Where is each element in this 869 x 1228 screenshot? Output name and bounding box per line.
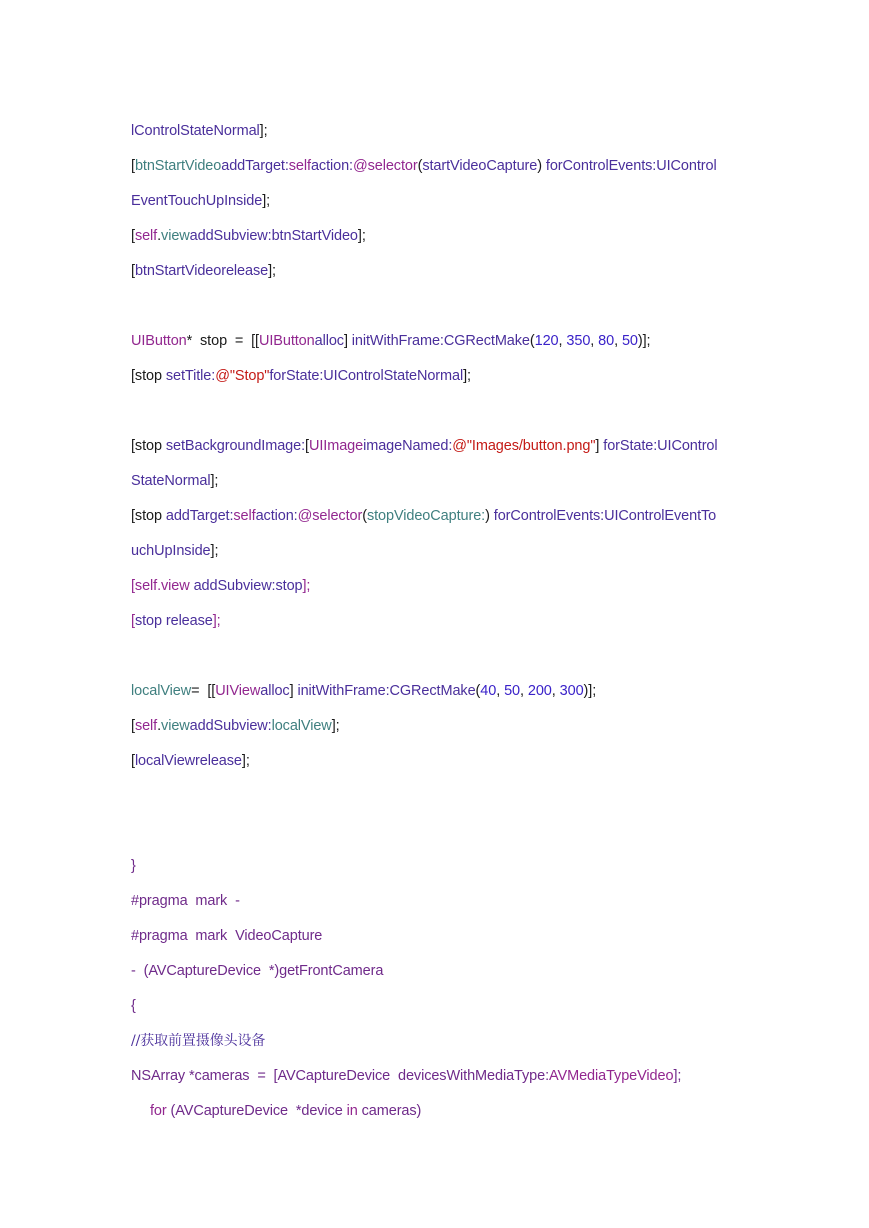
code-token: view xyxy=(161,718,190,734)
code-token: ]; xyxy=(210,543,219,559)
code-line xyxy=(131,610,751,645)
code-token: ]; xyxy=(210,473,219,489)
code-token: @"Stop" xyxy=(215,368,270,384)
blank-line xyxy=(131,645,751,680)
code-line xyxy=(131,435,751,470)
code-token: ]; xyxy=(241,753,250,769)
code-token: localViewrelease xyxy=(134,753,242,769)
code-token: 40 xyxy=(480,683,497,699)
code-token: 50 xyxy=(621,333,638,349)
code-token: )]; xyxy=(583,683,597,699)
code-token: self xyxy=(134,228,158,244)
code-token: (AVCaptureDevice *device xyxy=(166,1103,347,1119)
code-line xyxy=(131,505,751,540)
code-token: , xyxy=(614,333,622,349)
code-line xyxy=(131,470,751,505)
blank-line xyxy=(131,820,751,855)
code-token: forControlEvents:UIControlEventTo xyxy=(493,508,717,524)
code-token: ]; xyxy=(212,613,221,629)
code-token: 120 xyxy=(534,333,559,349)
code-token: initWithFrame:CGRectMake xyxy=(351,333,530,349)
code-token: StateNormal xyxy=(131,473,211,489)
code-token: localView xyxy=(131,683,192,699)
code-token: stopVideoCapture: xyxy=(366,508,486,524)
code-token: stop release xyxy=(134,613,213,629)
code-token: ]; xyxy=(302,578,311,594)
blank-line xyxy=(131,785,751,820)
code-token: addSubview: xyxy=(189,718,272,734)
code-token: [ xyxy=(131,263,135,279)
code-token: [ xyxy=(131,228,135,244)
code-token: @selector xyxy=(352,158,418,174)
code-token: , xyxy=(520,683,528,699)
code-token: , xyxy=(558,333,567,349)
code-token: ]; xyxy=(262,193,271,209)
code-listing xyxy=(131,120,751,1135)
code-line xyxy=(131,680,751,715)
code-token: } xyxy=(131,858,136,874)
code-line xyxy=(131,715,751,750)
code-token: , xyxy=(496,683,505,699)
code-token: ( xyxy=(417,158,423,174)
code-token: initWithFrame:CGRectMake xyxy=(297,683,476,699)
code-token: [stop xyxy=(131,438,166,454)
code-token: ]; xyxy=(259,123,268,139)
code-token: startVideoCapture xyxy=(422,158,538,174)
code-token: btnStartVideorelease xyxy=(134,263,269,279)
code-token: UIButton xyxy=(131,333,187,349)
code-token: 300 xyxy=(559,683,584,699)
code-token: ] xyxy=(289,683,298,699)
code-token: , xyxy=(590,333,599,349)
code-token: forState:UIControl xyxy=(603,438,718,454)
code-line xyxy=(131,925,751,960)
code-token: . xyxy=(157,228,162,244)
code-token: ] xyxy=(343,333,352,349)
code-token: ]; xyxy=(673,1068,682,1084)
code-token: [self.view xyxy=(131,578,194,594)
code-token: action: xyxy=(310,158,353,174)
code-token: self xyxy=(233,508,256,524)
code-token: setTitle: xyxy=(165,368,216,384)
code-line xyxy=(131,995,751,1030)
code-token: 350 xyxy=(566,333,591,349)
code-token: NSArray *cameras = [AVCaptureDevice devicesWithMediaType: xyxy=(131,1068,550,1084)
code-token: AVMediaTypeVideo xyxy=(549,1068,674,1084)
code-line xyxy=(131,190,751,225)
code-token: @"Images/button.png" xyxy=(452,438,596,454)
code-line xyxy=(131,960,751,995)
code-token: @selector xyxy=(297,508,363,524)
code-line xyxy=(131,540,751,575)
code-line xyxy=(131,855,751,890)
code-token: self xyxy=(134,718,158,734)
code-token: UIButton xyxy=(258,333,315,349)
code-comment: //获取前置摄像头设备 xyxy=(131,1033,266,1049)
code-token: alloc xyxy=(260,683,290,699)
code-token: ]; xyxy=(463,368,471,384)
code-token: 80 xyxy=(598,333,615,349)
code-token: ( xyxy=(362,508,367,524)
code-token: addSubview:stop xyxy=(193,578,303,594)
code-token: lControlStateNormal xyxy=(131,123,260,139)
code-token: addSubview:btnStartVideo xyxy=(189,228,358,244)
code-token: btnStartVideo xyxy=(134,158,222,174)
code-line xyxy=(131,225,751,260)
code-line xyxy=(131,750,751,785)
code-token: 200 xyxy=(527,683,552,699)
code-token: #pragma mark VideoCapture xyxy=(131,928,323,944)
code-line xyxy=(131,1030,751,1065)
code-token: addTarget: xyxy=(221,158,289,174)
code-token: #pragma mark - xyxy=(131,893,240,909)
code-line xyxy=(131,1065,751,1100)
code-token: view xyxy=(161,228,190,244)
code-token: self xyxy=(288,158,311,174)
code-token: { xyxy=(131,998,136,1014)
code-token: addTarget: xyxy=(165,508,234,524)
code-token: EventTouchUpInside xyxy=(131,193,263,209)
code-token: imageNamed: xyxy=(363,438,453,454)
code-token: localView xyxy=(271,718,332,734)
code-token: ]; xyxy=(268,263,276,279)
code-line xyxy=(131,1100,751,1135)
code-token: action: xyxy=(255,508,298,524)
code-token: [ xyxy=(305,438,309,454)
code-line xyxy=(131,330,751,365)
code-line xyxy=(131,575,751,610)
code-token: )]; xyxy=(637,333,651,349)
code-token: ) xyxy=(485,508,494,524)
code-token: UIView xyxy=(215,683,261,699)
code-token: ( xyxy=(475,683,481,699)
code-token: alloc xyxy=(314,333,344,349)
code-token: ]; xyxy=(331,718,340,734)
code-token: , xyxy=(551,683,560,699)
code-token: setBackgroundImage: xyxy=(165,438,306,454)
code-token: uchUpInside xyxy=(131,543,211,559)
code-token: cameras) xyxy=(357,1103,422,1119)
code-token: [ xyxy=(131,613,135,629)
code-token: [ xyxy=(131,718,135,734)
code-line xyxy=(131,890,751,925)
code-token: * stop = [[ xyxy=(186,333,259,349)
code-token: for xyxy=(150,1103,167,1119)
code-line xyxy=(131,120,751,155)
code-token: [stop xyxy=(131,508,166,524)
code-token: = [[ xyxy=(191,683,216,699)
code-token: UIImage xyxy=(308,438,364,454)
code-token: ] xyxy=(595,438,604,454)
code-token: ) xyxy=(537,158,546,174)
code-token: [ xyxy=(131,753,135,769)
code-line xyxy=(131,155,751,190)
blank-line xyxy=(131,400,751,435)
code-line xyxy=(131,365,751,400)
code-token: ]; xyxy=(357,228,366,244)
code-line xyxy=(131,260,751,295)
blank-line xyxy=(131,295,751,330)
code-token: [ xyxy=(131,158,135,174)
code-token: ( xyxy=(529,333,535,349)
code-token: in xyxy=(346,1103,358,1119)
code-token: [stop xyxy=(131,368,166,384)
code-token: . xyxy=(157,718,162,734)
code-token: forControlEvents:UIControl xyxy=(545,158,717,174)
code-token: - (AVCaptureDevice *)getFrontCamera xyxy=(131,963,384,979)
code-token: 50 xyxy=(504,683,521,699)
code-token: forState:UIControlStateNormal xyxy=(269,368,464,384)
